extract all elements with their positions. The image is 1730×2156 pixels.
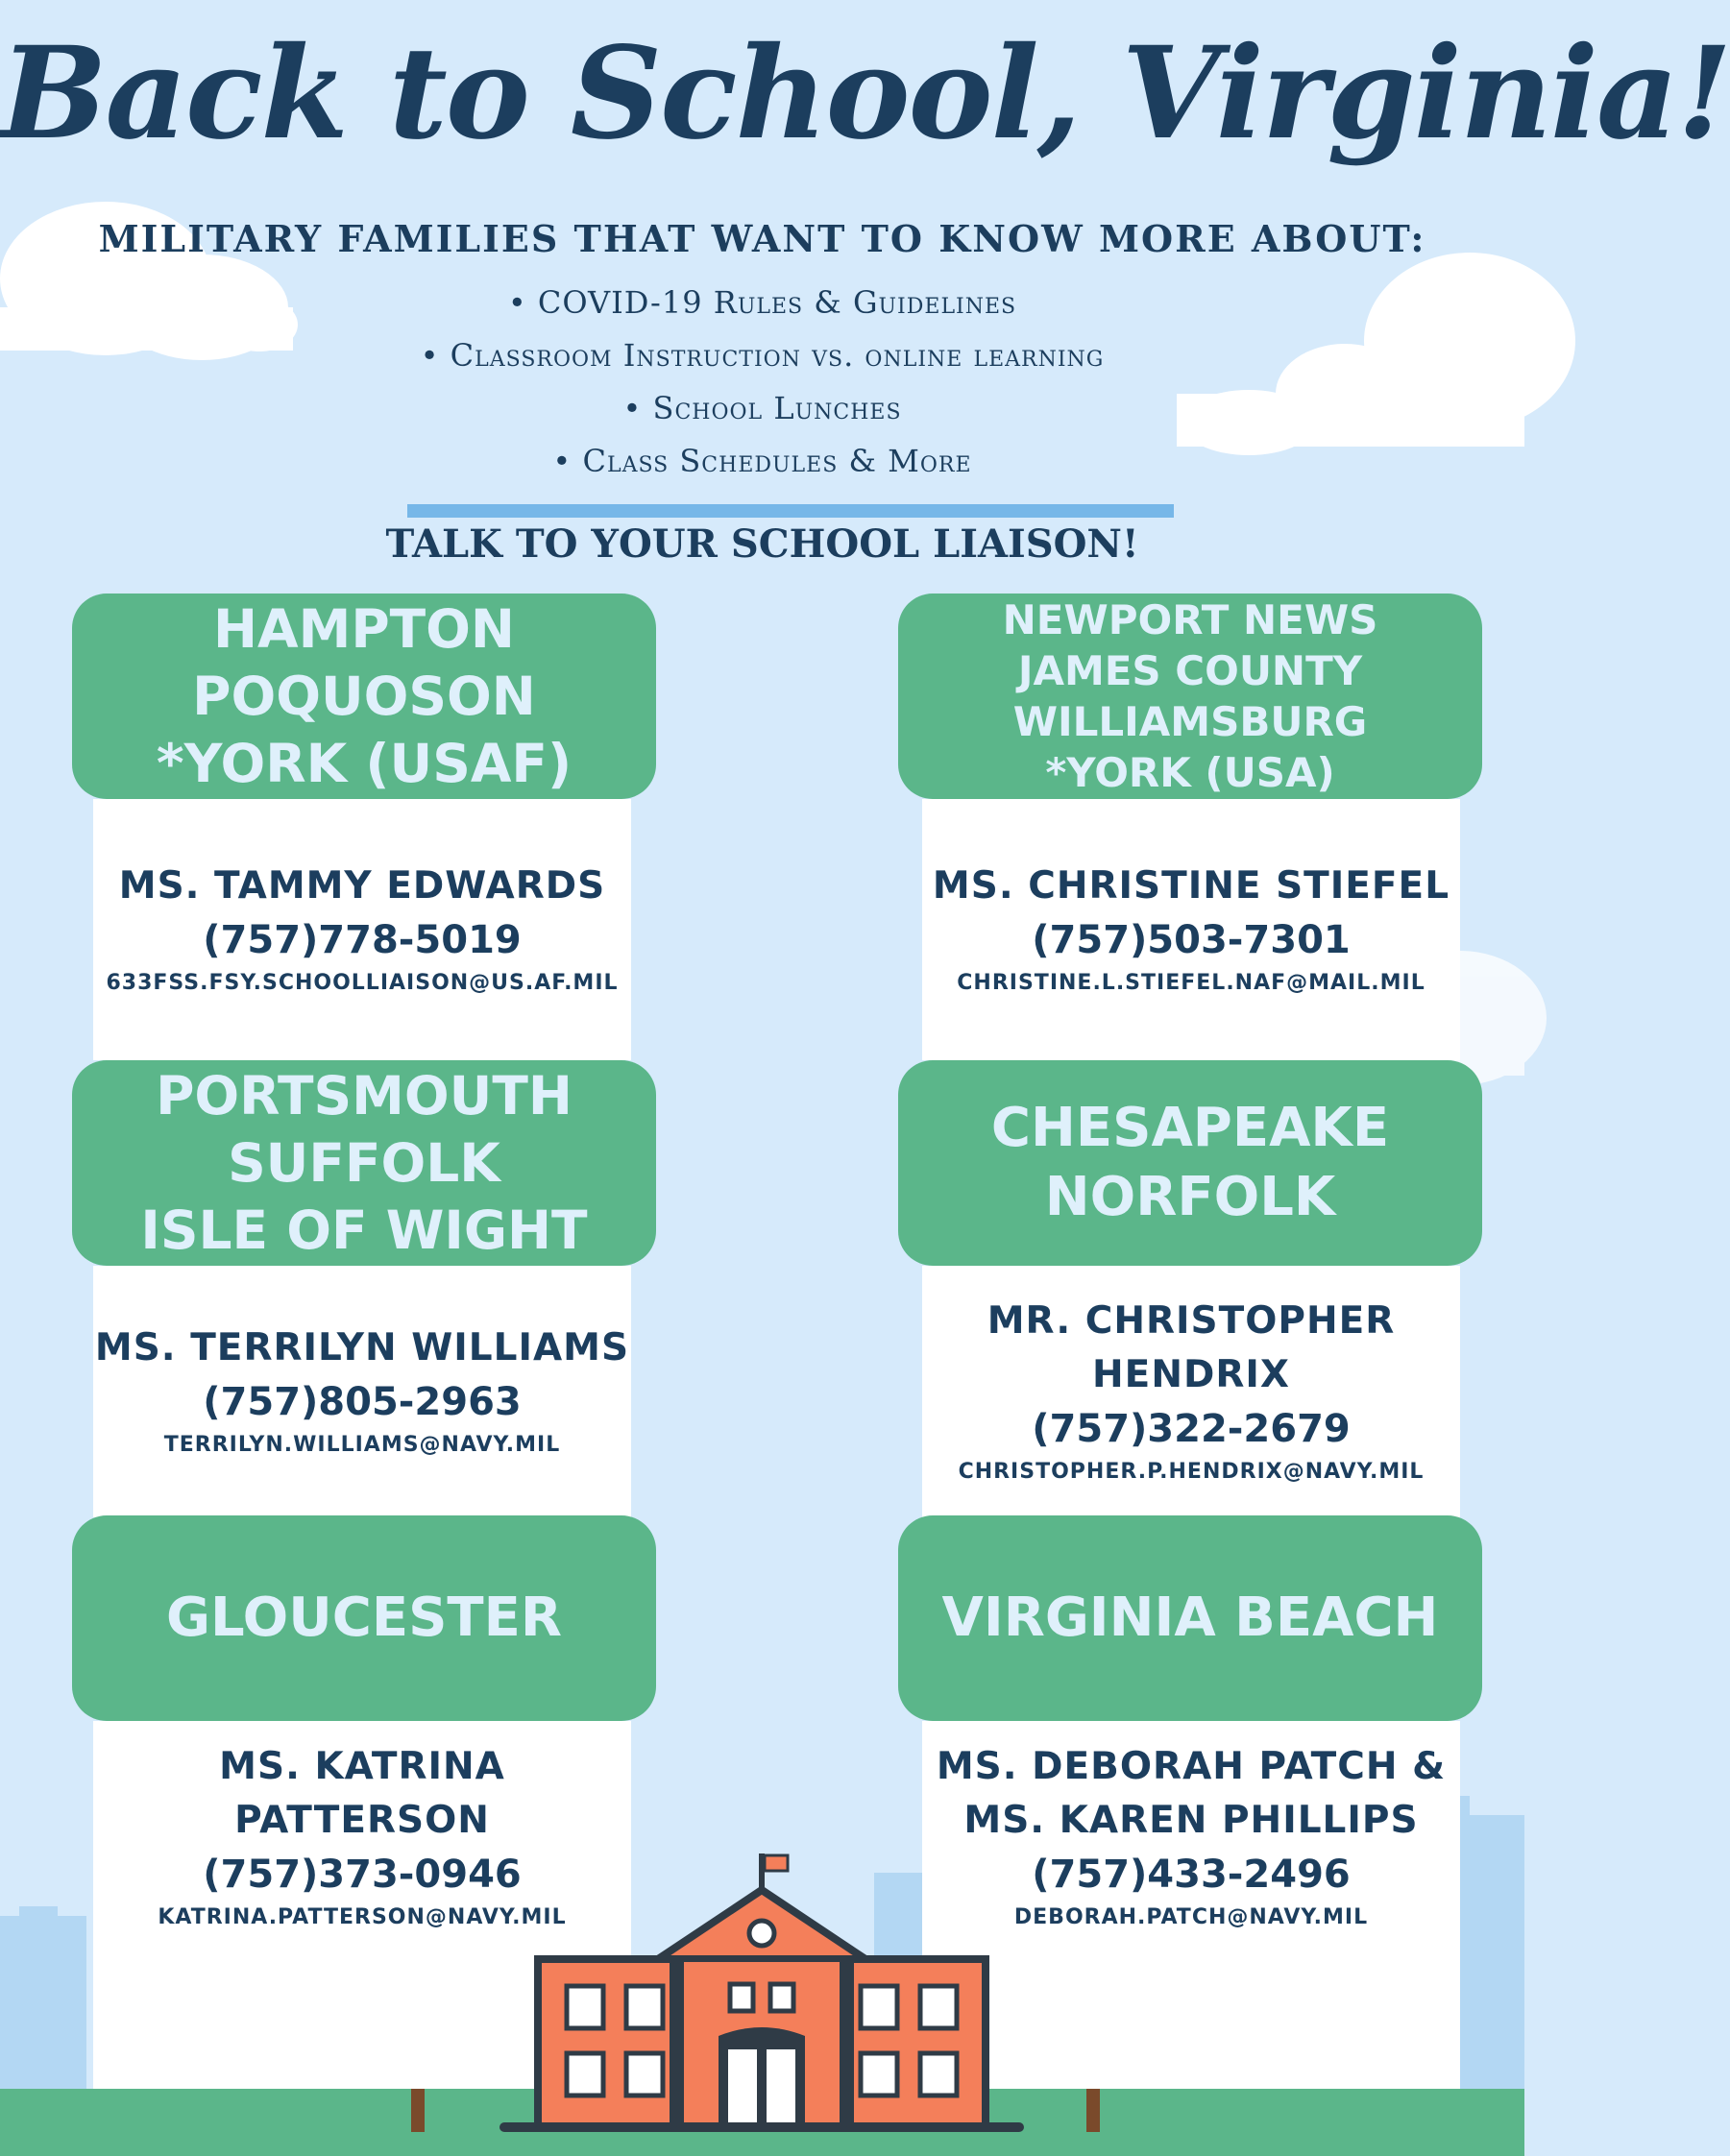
contact-name: MS. TAMMY EDWARDS xyxy=(118,864,606,908)
contact-email: CHRISTOPHER.P.HENDRIX@NAVY.MIL xyxy=(958,1460,1425,1484)
region-header: HAMPTON POQUOSON *YORK (USAF) xyxy=(72,594,656,799)
page-subtitle: MILITARY FAMILIES THAT WANT TO KNOW MORE ABOUT: xyxy=(98,217,1426,260)
topic-item: • Class Schedules & More xyxy=(552,443,972,479)
contact-name: MS. CHRISTINE STIEFEL xyxy=(932,864,1450,908)
region-header: VIRGINIA BEACH xyxy=(898,1515,1482,1721)
contact-name: MS. DEBORAH PATCH & MS. KAREN PHILLIPS xyxy=(936,1745,1447,1842)
region-header: CHESAPEAKE NORFOLK xyxy=(898,1060,1482,1266)
contact-phone: (757)805-2963 xyxy=(203,1380,522,1424)
contact-email: 633FSS.FSY.SCHOOLLIAISON@US.AF.MIL xyxy=(106,971,619,995)
contact-name: MR. CHRISTOPHER HENDRIX xyxy=(987,1299,1396,1396)
contact-phone: (757)503-7301 xyxy=(1032,918,1351,962)
flag-icon xyxy=(759,1853,788,1892)
contact-email: TERRILYN.WILLIAMS@NAVY.MIL xyxy=(163,1433,561,1457)
contact-name: MS. KATRINA PATTERSON xyxy=(219,1745,505,1842)
region-header: PORTSMOUTH SUFFOLK ISLE OF WIGHT xyxy=(72,1060,656,1266)
region-header: NEWPORT NEWS JAMES COUNTY WILLIAMSBURG *YORK (USA) xyxy=(898,594,1482,799)
contact-phone: (757)778-5019 xyxy=(203,918,522,962)
region-header: GLOUCESTER xyxy=(72,1515,656,1721)
topic-item: • Classroom Instruction vs. online learning xyxy=(420,337,1105,374)
topic-item: • School Lunches xyxy=(622,390,902,426)
topic-item: • COVID-19 Rules & Guidelines xyxy=(507,284,1017,321)
call-to-action: TALK TO YOUR SCHOOL LIAISON! xyxy=(385,521,1139,567)
contact-phone: (757)373-0946 xyxy=(203,1853,522,1897)
contact-phone: (757)322-2679 xyxy=(1032,1407,1351,1451)
contact-email: KATRINA.PATTERSON@NAVY.MIL xyxy=(158,1905,567,1929)
contact-email: DEBORAH.PATCH@NAVY.MIL xyxy=(1013,1905,1369,1929)
contact-phone: (757)433-2496 xyxy=(1032,1853,1351,1897)
page-title: Back to School, Virginia! xyxy=(0,19,1730,168)
contact-email: CHRISTINE.L.STIEFEL.NAF@MAIL.MIL xyxy=(957,971,1425,995)
contact-name: MS. TERRILYN WILLIAMS xyxy=(94,1326,630,1369)
